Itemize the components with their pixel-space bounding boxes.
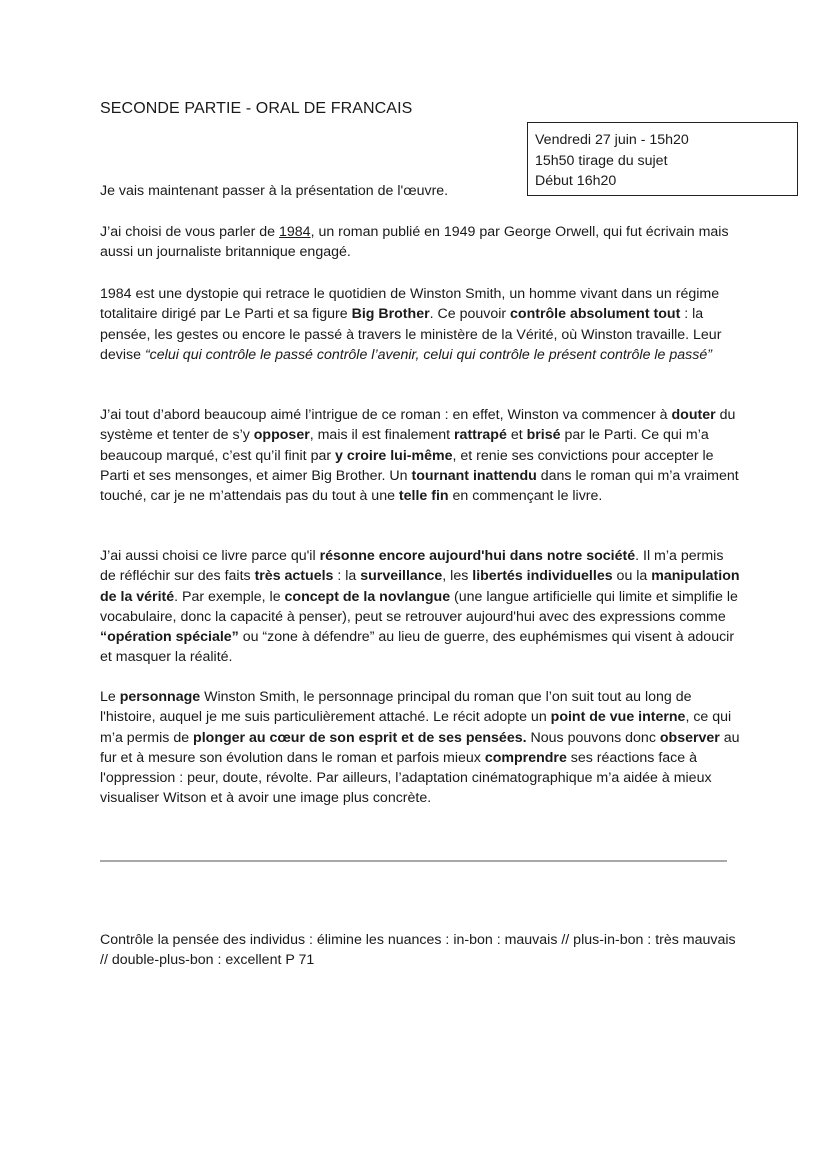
text: du système et tenter de s’y [100, 407, 736, 444]
paragraph-book-choice [100, 222, 740, 263]
emphasis: libertés individuelles [472, 568, 613, 585]
text: par le Parti. Ce qui m’a beaucoup marqué, c’est qu’il finit par [100, 427, 709, 464]
text: . Par exemple, le [174, 588, 285, 605]
text: au fur et à mesure son évolution dans le roman et parfois mieux [100, 729, 740, 766]
text: , un roman publié en 1949 par George Orwell, qui fut écrivain mais aussi un journaliste britannique engagé. [100, 224, 729, 261]
text: dans le roman qui m’a vraiment touché, car je ne m’attendais pas du tout à une [100, 467, 739, 505]
motto-quote: “celui qui contrôle le passé contrôle l’avenir, celui qui contrôle le présent contrôle le passé” [144, 346, 712, 363]
emphasis: personnage [119, 689, 201, 705]
text: ou “zone à défendre” au lieu de guerre, des euphémismes qui visent à adoucir et masquer la réalité. [100, 629, 735, 666]
text: Le [100, 689, 120, 705]
emphasis: plonger au cœur de son esprit et de ses pensées. [193, 729, 527, 746]
emphasis: telle fin [398, 488, 449, 505]
emphasis: concept de la novlangue [284, 588, 451, 605]
text: : la [333, 568, 361, 585]
text: , et renie ses convictions pour accepter le Parti et ses mensonges, et aimer Big Brother. Un [100, 447, 714, 484]
text: (une langue artificielle qui limite et simplifie le vocabulaire, donc la capacité à penser), peut se retrouver aujourd'hui avec des expressions comme [100, 588, 738, 625]
footer-note: Contrôle la pensée des individus : élimine les nuances : in-bon : mauvais // plus-in-bon : très mauvais // double-plus-bon : excellent P 71 [100, 932, 736, 969]
text: en commençant le livre. [448, 488, 603, 505]
text: J’ai choisi de vous parler de [100, 224, 280, 240]
text: et [506, 427, 527, 444]
emphasis: surveillance [360, 568, 443, 585]
paragraph-relevance [100, 546, 740, 668]
emphasis: “opération spéciale” [100, 629, 239, 646]
text: Winston Smith, le personnage principal du roman que l’on suit tout au long de l'histoire, auquel je me suis particulièrement attaché. Le récit adopte un [100, 689, 692, 726]
schedule-line-draw: 15h50 tirage du sujet [535, 152, 668, 169]
text: . Ce pouvoir [429, 306, 511, 323]
emphasis: résonne encore aujourd'hui dans notre société [319, 548, 636, 564]
emphasis: point de vue interne [550, 709, 686, 726]
text: . Il m’a permis de réfléchir sur des faits [100, 548, 724, 585]
horizontal-divider [100, 860, 727, 862]
book-title: 1984 [279, 224, 311, 240]
emphasis: tournant inattendu [411, 467, 537, 484]
text: , les [442, 568, 473, 585]
emphasis: y croire lui-même [335, 447, 453, 464]
emphasis: observer [659, 729, 720, 746]
emphasis: comprendre [484, 749, 567, 766]
emphasis: douter [671, 407, 716, 423]
schedule-line-start: Début 16h20 [535, 173, 617, 189]
text: : la pensée, les gestes ou encore le passé à travers le ministère de la Vérité, où Winston travaille. Leur devise [100, 306, 722, 363]
text: Nous pouvons donc [526, 729, 660, 746]
schedule-line-date: Vendredi 27 juin - 15h20 [535, 132, 689, 148]
emphasis: opposer [253, 427, 310, 444]
text: 1984 est une dystopie qui retrace le quotidien de Winston Smith, un homme vivant dans un régime totalitaire dirigé par Le Parti et sa figure [100, 286, 720, 323]
text: J’ai tout d’abord beaucoup aimé l’intrigue de ce roman : en effet, Winston va commencer à [100, 407, 672, 423]
paragraph-plot [100, 405, 740, 506]
emphasis: contrôle absolument tout [510, 306, 681, 323]
paragraph-summary [100, 284, 740, 365]
paragraph-character [100, 687, 740, 809]
emphasis: rattrapé [454, 427, 507, 444]
document-title: SECONDE PARTIE - ORAL DE FRANCAIS [100, 100, 413, 117]
text: ou la [612, 568, 652, 585]
text: ses réactions face à l'oppression : peur, doute, révolte. Par ailleurs, l’adaptation cinématographique m’a aidée à mieux visualiser Witson et à avoir une image plus concrète. [100, 749, 712, 807]
intro-paragraph: Je vais maintenant passer à la présentation de l'œuvre. [100, 183, 449, 199]
text: , ce qui m’a permis de [100, 709, 732, 746]
emphasis: manipulation de la vérité [100, 568, 740, 605]
emphasis: très actuels [254, 568, 334, 585]
emphasis: brisé [526, 427, 561, 444]
emphasis: Big Brother [351, 306, 430, 323]
text: , mais il est finalement [309, 427, 455, 444]
text: J’ai aussi choisi ce livre parce qu'il [100, 548, 320, 564]
